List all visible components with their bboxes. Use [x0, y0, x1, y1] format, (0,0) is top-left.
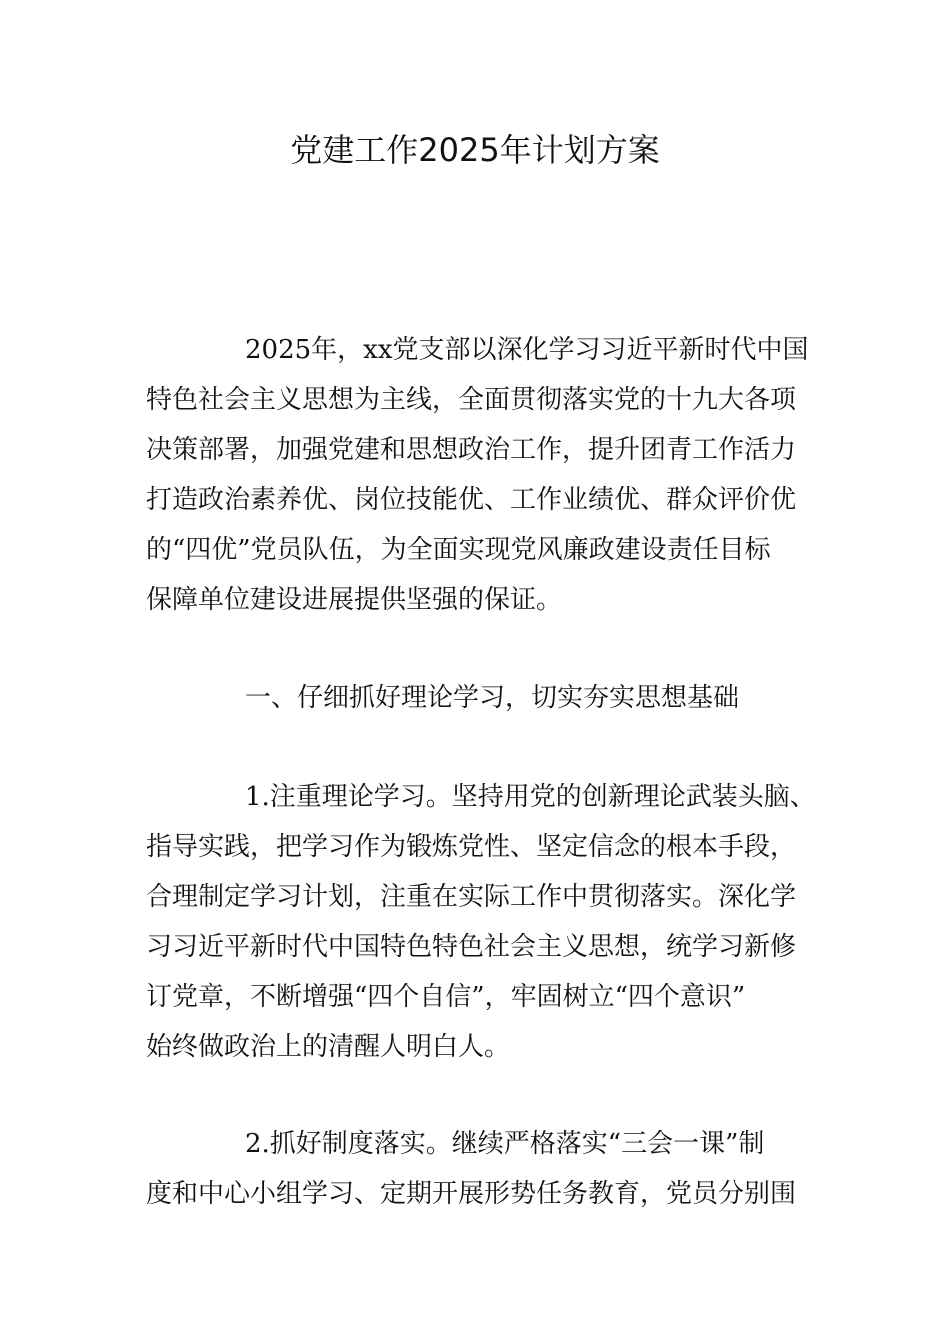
intro-line: 保障单位建设进展提供坚强的保证。 [146, 585, 563, 615]
document-title: 党建工作2025年计划方案 [290, 131, 660, 169]
intro-line: 的“四优”党员队伍，为全面实现党风廉政建设责任目标 [146, 535, 771, 565]
intro-line: 2025年，xx党支部以深化学习习近平新时代中国 [245, 335, 809, 365]
item-1-line: 始终做政治上的清醒人明白人。 [146, 1032, 511, 1062]
item-2-line: 度和中心小组学习、定期开展形势任务教育，党员分别围 [146, 1179, 797, 1209]
intro-line: 打造政治素养优、岗位技能优、工作业绩优、群众评价优 [146, 485, 797, 515]
section-heading: 一、仔细抓好理论学习，切实夯实思想基础 [245, 683, 740, 713]
item-1-line: 习习近平新时代中国特色特色社会主义思想，统学习新修 [146, 932, 797, 962]
item-1-line: 1.注重理论学习。坚持用党的创新理论武装头脑、 [245, 782, 816, 812]
item-2-line: 2.抓好制度落实。继续严格落实“三会一课”制 [245, 1129, 765, 1159]
item-1-line: 订党章，不断增强“四个自信”，牢固树立“四个意识” [146, 982, 746, 1012]
intro-line: 特色社会主义思想为主线，全面贯彻落实党的十九大各项 [146, 385, 797, 415]
item-1-line: 指导实践，把学习作为锻炼党性、坚定信念的根本手段， [146, 832, 797, 862]
intro-line: 决策部署，加强党建和思想政治工作，提升团青工作活力 [146, 435, 797, 465]
item-1-line: 合理制定学习计划，注重在实际工作中贯彻落实。深化学 [146, 882, 797, 912]
